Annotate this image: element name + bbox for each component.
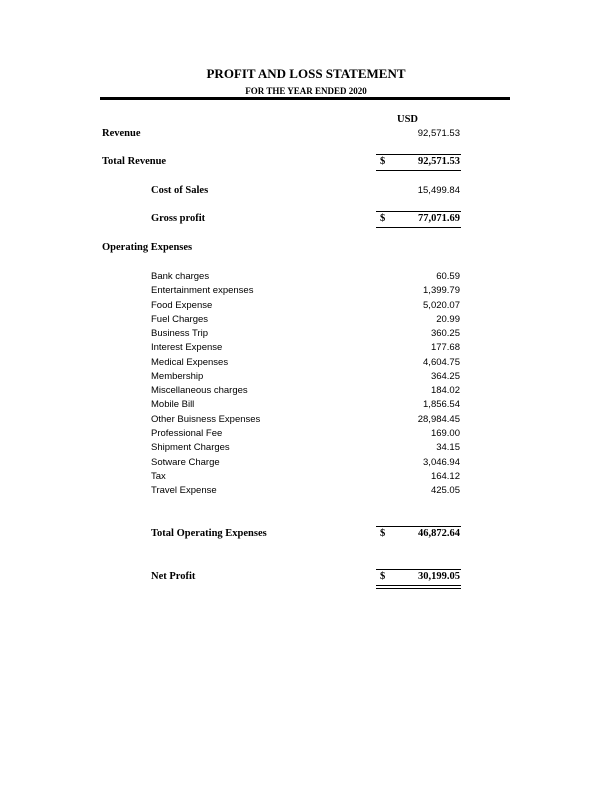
expense-label: Sotware Charge <box>151 456 220 468</box>
gross-profit-currency: $ <box>380 213 386 224</box>
expense-value: 1,399.79 <box>423 285 460 297</box>
total-operating-expenses-top-rule <box>376 526 461 527</box>
revenue-label: Revenue <box>102 128 141 139</box>
expense-value: 360.25 <box>430 328 460 340</box>
net-profit-value: 30,199.05 <box>418 571 460 582</box>
expense-label: Membership <box>151 370 204 382</box>
net-profit-label: Net Profit <box>151 571 196 582</box>
total-operating-expenses-value: 46,872.64 <box>418 528 460 539</box>
expense-label: Other Buisness Expenses <box>151 413 261 425</box>
cost-of-sales-value: 15,499.84 <box>417 185 460 196</box>
expense-value: 20.99 <box>436 313 460 325</box>
total-revenue-currency: $ <box>380 156 386 167</box>
gross-profit-value: 77,071.69 <box>418 213 460 224</box>
expense-label: Miscellaneous charges <box>151 385 248 397</box>
expense-value: 60.59 <box>436 271 460 282</box>
revenue-value: 92,571.53 <box>417 128 460 139</box>
expense-value: 177.68 <box>430 342 460 354</box>
total-operating-expenses-currency: $ <box>380 528 386 539</box>
expense-label: Medical Expenses <box>151 356 229 368</box>
total-revenue-top-rule <box>376 154 461 155</box>
expense-value: 164.12 <box>430 470 460 482</box>
currency-header: USD <box>397 114 419 125</box>
expense-label: Business Trip <box>151 328 209 340</box>
expense-value: 4,604.75 <box>423 356 460 368</box>
expense-label: Professional Fee <box>151 427 223 439</box>
cost-of-sales-label: Cost of Sales <box>151 185 209 196</box>
header-rule <box>100 97 510 100</box>
expense-value: 184.02 <box>430 385 460 397</box>
expense-label: Travel Expense <box>151 485 217 497</box>
page-title: PROFIT AND LOSS STATEMENT <box>206 66 406 81</box>
expense-label: Bank charges <box>151 271 210 282</box>
expense-label: Tax <box>151 470 166 482</box>
expense-label: Interest Expense <box>151 342 223 354</box>
net-profit-currency: $ <box>380 571 386 582</box>
total-revenue-value: 92,571.53 <box>418 156 460 167</box>
operating-expenses-heading: Operating Expenses <box>102 242 193 253</box>
expense-value: 425.05 <box>430 485 460 497</box>
gross-profit-label: Gross profit <box>151 213 206 224</box>
expense-value: 3,046.94 <box>423 456 460 468</box>
expense-value: 364.25 <box>430 370 460 382</box>
expense-label: Food Expense <box>151 299 213 311</box>
expense-value: 5,020.07 <box>423 299 460 311</box>
expense-value: 28,984.45 <box>417 413 460 425</box>
net-profit-top-rule <box>376 569 461 570</box>
gross-profit-top-rule <box>376 211 461 212</box>
total-revenue-bottom-rule <box>376 170 461 171</box>
expense-label: Mobile Bill <box>151 399 195 411</box>
expense-label: Shipment Charges <box>151 442 230 454</box>
expense-label: Entertainment expenses <box>151 285 254 297</box>
net-profit-double-rule <box>376 585 461 589</box>
total-operating-expenses-label: Total Operating Expenses <box>151 528 267 539</box>
expense-value: 34.15 <box>436 442 460 454</box>
expense-label: Fuel Charges <box>151 313 209 325</box>
expense-value: 1,856.54 <box>423 399 460 411</box>
page-subtitle: FOR THE YEAR ENDED 2020 <box>245 86 367 96</box>
total-revenue-label: Total Revenue <box>102 156 167 167</box>
expense-value: 169.00 <box>430 427 460 439</box>
gross-profit-bottom-rule <box>376 227 461 228</box>
